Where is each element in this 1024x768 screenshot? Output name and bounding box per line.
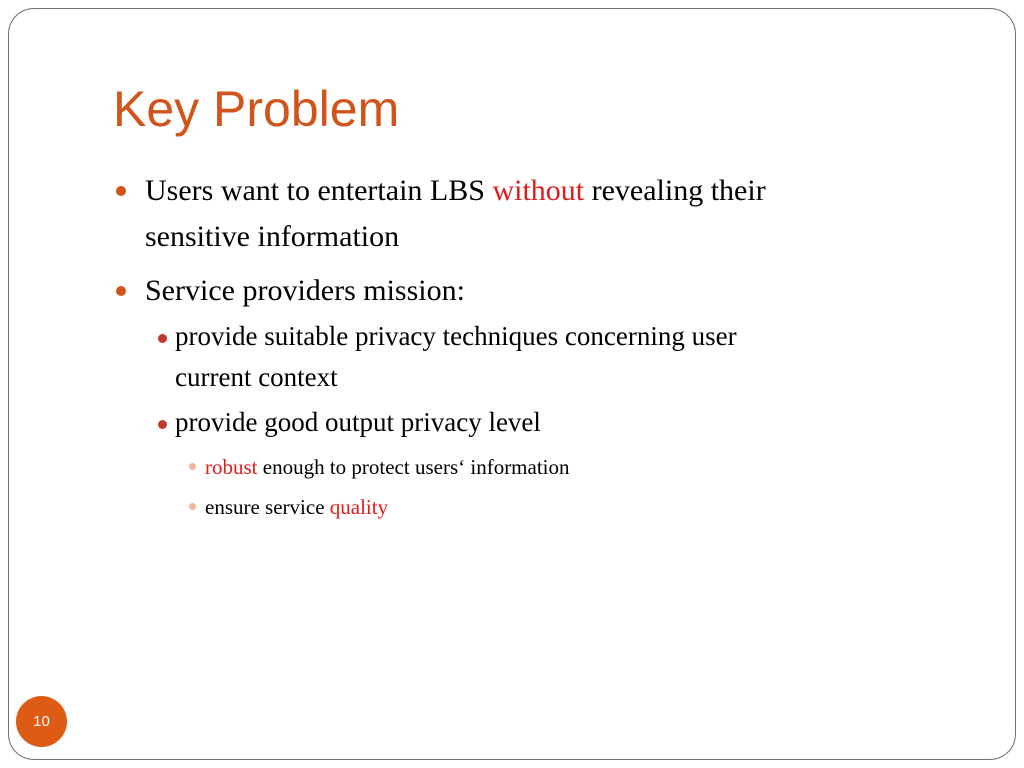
bullet-robust: [205, 453, 570, 481]
text-segment: enough to protect users‘ information: [257, 455, 570, 479]
highlight-robust: robust: [205, 455, 258, 479]
bullet-provide-suitable: [175, 316, 737, 398]
bullet-users-want-line2: sensitive information: [145, 220, 400, 253]
bullet-service-providers-text: Service providers mission:: [145, 274, 465, 307]
text-segment: Users want to entertain LBS: [145, 174, 493, 207]
bullet-ensure-quality-line: [205, 493, 388, 521]
bullet-robust-line: [205, 453, 570, 481]
text-segment: ensure service: [205, 495, 330, 519]
bullet-ensure-quality: [205, 493, 388, 521]
bullet-service-providers: [145, 268, 465, 314]
slide-title: Key Problem: [113, 81, 400, 137]
bullet-users-want-line1: [145, 168, 766, 214]
bullet-provide-suitable-line1: provide suitable privacy techniques concerning user: [175, 321, 737, 351]
bullet-dot-level1: [116, 186, 126, 196]
bullet-dot-level3: [189, 503, 196, 510]
highlight-without: without: [492, 174, 585, 207]
bullet-provide-good: [175, 402, 541, 443]
page-number: 10: [33, 713, 50, 730]
bullet-users-want: [145, 168, 766, 260]
bullet-dot-level2: [158, 420, 167, 429]
text-segment: revealing their: [584, 174, 766, 207]
bullet-dot-level1: [116, 286, 126, 296]
bullet-provide-good-text: provide good output privacy level: [175, 407, 541, 437]
highlight-quality: quality: [329, 495, 389, 519]
bullet-dot-level3: [189, 463, 196, 470]
bullet-provide-suitable-line2: current context: [175, 362, 338, 392]
page-number-badge: [16, 696, 67, 747]
bullet-dot-level2: [158, 334, 167, 343]
